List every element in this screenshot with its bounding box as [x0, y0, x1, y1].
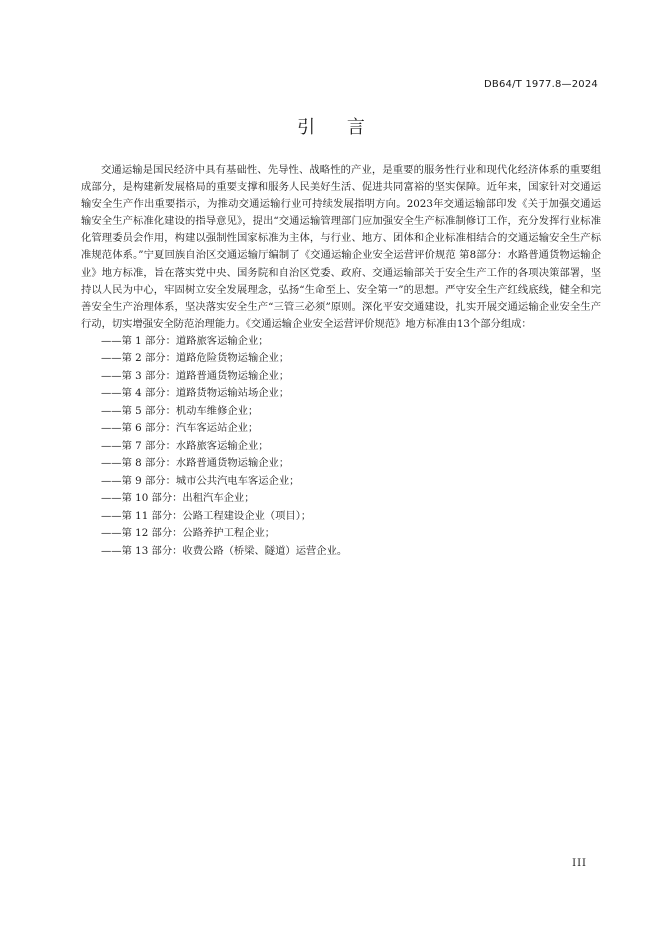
list-item: ——第 10 部分：出租汽车企业；: [101, 492, 255, 505]
list-item: ——第 2 部分：道路危险货物运输企业；: [101, 352, 290, 365]
list-item: ——第 7 部分：水路旅客运输企业；: [101, 439, 269, 452]
intro-paragraph: 交通运输是国民经济中具有基础性、先导性、战略性的产业，是重要的服务性行业和现代化经济体系的重要组成部分，是构建新发展格局的重要支撑和服务人民美好生活、促进共同富裕的坚实保障。近年来，国家针对交通运输安全生产作出重要指示，为推动交通运输行业可持续发展指明方向。2023年交通运输部印发《关于加强交通运输安全生产标准化建设的指导意见》，提出“交通运输管理部门应加强安全生产标准制修订工作，充分发挥行业标准化管理委员会作用，构建以强制性国家标准为主体，与行业、地方、团体和企业标准相结合的交通运输安全生产标准规范体系。”宁夏回族自治区交通运输厅编制了《交通运输企业安全运营评价规范 第8部分：水路普通货物运输企业》地方标准，旨在落实党中央、国务院和自治区党委、政府、交通运输部关于安全生产工作的各项决策部署，坚持以人民为中心，牢固树立安全发展理念，弘扬“生命至上、安全第一”的思想。严守安全生产红线底线，健全和完善安全生产治理体系，坚决落实安全生产“三管三必须”原则。深化平安交通建设，扎实开展交通运输企业安全生产行动，切实增强安全防范治理能力。《交通运输企业安全运营评价规范》地方标准由13个部分组成：: [81, 164, 601, 330]
document-body: [81, 162, 601, 560]
list-item: ——第 4 部分：道路货物运输站场企业；: [101, 387, 290, 400]
title-char-2: 言: [346, 117, 365, 138]
list-item: ——第 12 部分：公路养护工程企业；: [101, 527, 276, 540]
list-item: ——第 1 部分：道路旅客运输企业；: [101, 334, 269, 347]
list-item: ——第 8 部分：水路普通货物运输企业；: [101, 457, 290, 470]
page-number: III: [572, 858, 587, 869]
list-item: ——第 13 部分：收费公路（桥梁、隧道）运营企业。: [101, 544, 348, 557]
document-code: DB64/T 1977.8—2024: [484, 79, 598, 90]
parts-list: [81, 333, 601, 561]
section-title: [0, 115, 662, 141]
list-item: ——第 3 部分：道路普通货物运输企业；: [101, 369, 290, 382]
list-item: ——第 6 部分：汽车客运站企业；: [101, 422, 259, 435]
list-item: ——第 9 部分：城市公共汽电车客运企业；: [101, 474, 300, 487]
title-char-1: 引: [297, 117, 316, 138]
list-item: ——第 5 部分：机动车维修企业；: [101, 404, 259, 417]
list-item: ——第 11 部分：公路工程建设企业（项目）；: [101, 509, 312, 522]
